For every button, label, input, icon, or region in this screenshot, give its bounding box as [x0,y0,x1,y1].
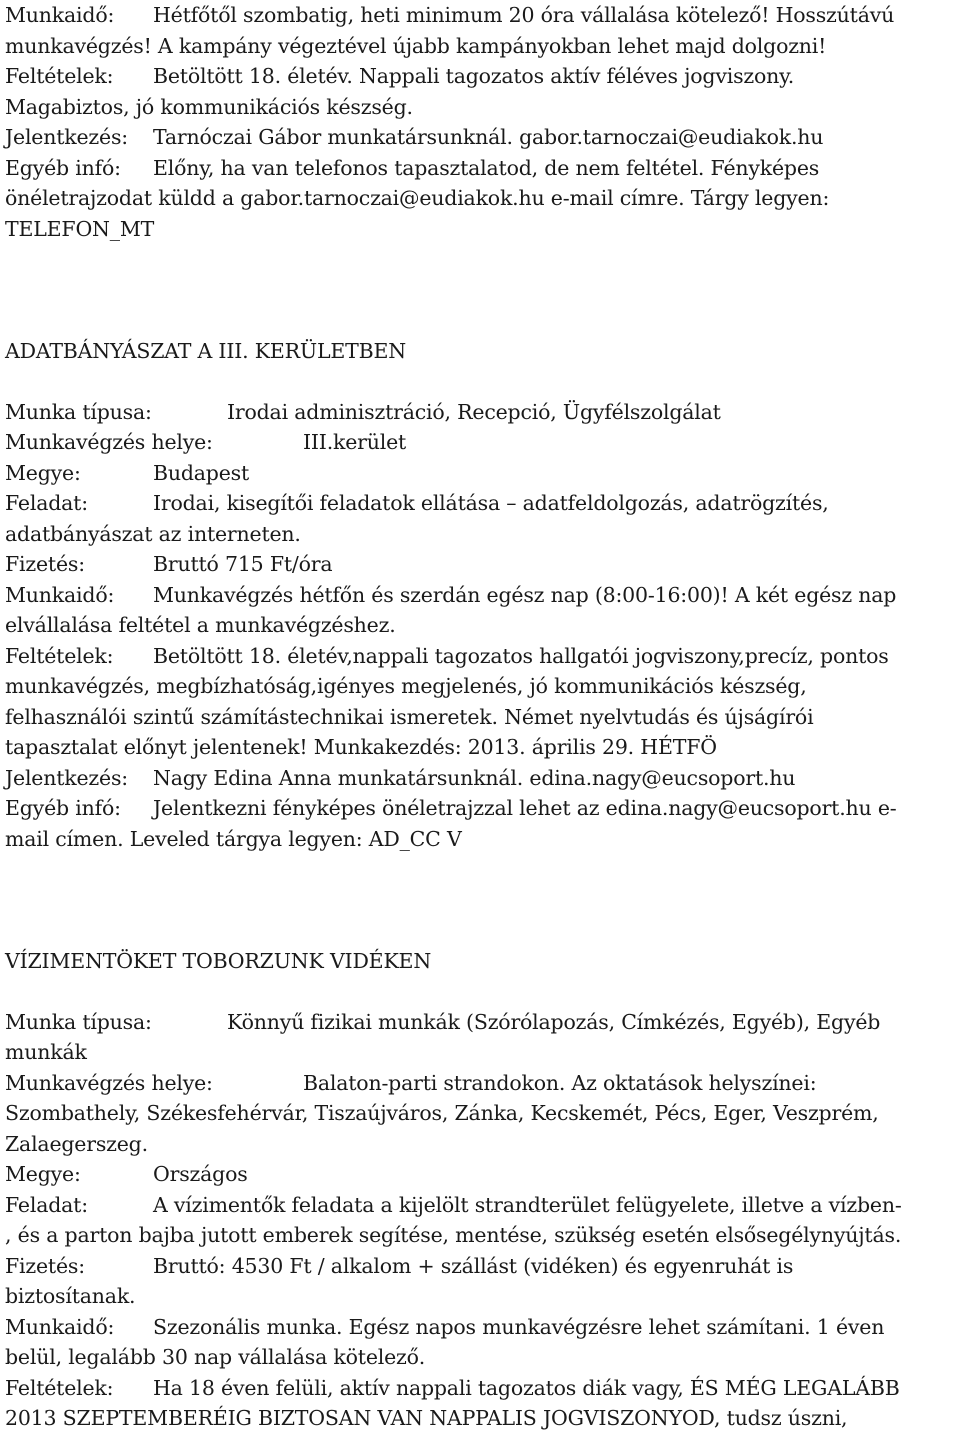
feltetelek-row [5,61,953,92]
munka-tipusa-value: Könnyű fizikai munkák (Szórólapozás, Címkézés, Egyéb), Egyéb [227,1009,881,1034]
egyeb-continuation-1: önéletrajzodat küldd a gabor.tarnoczai@eudiakok.hu e-mail címre. Tárgy legyen: [5,186,830,210]
munkaido-row [5,1312,953,1343]
munkaido-continuation: munkavégzés! A kampány végeztével újabb kampányokban lehet majd dolgozni! [5,33,827,58]
jelentkezes-label: Jelentkezés: [5,125,128,149]
feltetelek-row [5,1373,953,1404]
egyeb-label: Egyéb infó: [5,796,121,820]
egyeb-row [5,793,953,824]
helye-continuation-2: Zalaegerszeg. [5,1131,148,1156]
munkaido-value: Szezonális munka. Egész napos munkavégzésre lehet számítani. 1 éven [153,1314,885,1339]
helye-label: Munkavégzés helye: [5,1070,213,1095]
feladat-value: Irodai, kisegítői feladatok ellátása – adatfeldolgozás, adatrögzítés, [153,491,829,515]
helye-label: Munkavégzés helye: [5,430,213,454]
jelentkezes-value: Tarnóczai Gábor munkatársunknál. gabor.tarnoczai@eudiakok.hu [153,125,824,149]
feltetelek-row [5,641,953,672]
feltetelek-value: Betöltött 18. életév,nappali tagozatos hallgatói jogviszony,precíz, pontos [153,643,889,668]
fizetes-row [5,549,953,580]
fizetes-value: Bruttó 715 Ft/óra [153,552,333,576]
feladat-value: A vízimentők feladata a kijelölt strandterület felügyelete, illetve a vízben- [153,1192,902,1217]
jelentkezes-row [5,763,953,794]
munka-tipusa-row [5,1007,953,1038]
munkaido-row [5,580,953,611]
megye-value: Országos [153,1162,248,1186]
egyeb-continuation: mail címen. Leveled tárgya legyen: AD_CC V [5,826,462,851]
helye-row [5,1068,953,1099]
section-title: ADATBÁNYÁSZAT A III. KERÜLETBEN [5,338,406,363]
feladat-label: Feladat: [5,491,88,515]
fizetes-continuation: biztosítanak. [5,1284,136,1308]
feltetelek-value: Betöltött 18. életév. Nappali tagozatos aktív féléves jogviszony. [153,64,795,88]
munkaido-label: Munkaidő: [5,582,115,607]
munkaido-continuation: belül, legalább 30 nap vállalása kötelező. [5,1345,426,1369]
feltetelek-value: Ha 18 éven felüli, aktív nappali tagozatos diák vagy, ÉS MÉG LEGALÁBB [153,1375,900,1400]
munkaido-value: Hétfőtől szombatig, heti minimum 20 óra vállalása kötelező! Hosszútávú [153,3,895,27]
munka-tipusa-value: Irodai adminisztráció, Recepció, Ügyfélszolgálat [227,399,721,424]
egyeb-row [5,153,953,184]
munkaido-label: Munkaidő: [5,1314,115,1339]
egyeb-value: Jelentkezni fényképes önéletrajzzal lehet az edina.nagy@eucsoport.hu e- [153,796,897,820]
egyeb-continuation-2: TELEFON_MT [5,216,155,241]
feltetelek-label: Feltételek: [5,1375,114,1400]
helye-value: Balaton-parti strandokon. Az oktatások helyszínei: [303,1070,817,1095]
helye-row [5,427,953,458]
feladat-continuation: , és a parton bajba jutott emberek segítése, mentése, szükség esetén elsősegélynyújtás. [5,1223,902,1247]
feladat-row [5,1190,953,1221]
helye-value: III.kerület [303,430,407,454]
feladat-continuation: adatbányászat az interneten. [5,521,301,546]
jelentkezes-label: Jelentkezés: [5,765,128,790]
feltetelek-continuation-3: tapasztalat előnyt jelentenek! Munkakezdés: 2013. április 29. HÉTFÖ [5,735,717,759]
munkaido-continuation: elvállalása feltétel a munkavégzéshez. [5,613,396,637]
feltetelek-continuation-2: felhasználói szintű számítástechnikai ismeretek. Német nyelvtudás és újságírói [5,704,814,729]
fizetes-row [5,1251,953,1282]
jelentkezes-value: Nagy Edina Anna munkatársunknál. edina.nagy@eucsoport.hu [153,765,796,790]
megye-row [5,458,953,489]
job-listing-telefon [5,0,953,244]
munkaido-value: Munkavégzés hétfőn és szerdán egész nap (8:00-16:00)! A két egész nap [153,582,897,607]
munka-tipusa-label: Munka típusa: [5,399,152,424]
job-listing-vizimento [5,946,953,1434]
document-page [5,0,953,1434]
job-listing-adatbanyaszat [5,336,953,855]
megye-label: Megye: [5,1162,81,1186]
feltetelek-label: Feltételek: [5,643,114,668]
fizetes-label: Fizetés: [5,1253,85,1278]
munka-tipusa-row [5,397,953,428]
feltetelek-continuation-1: munkavégzés, megbízhatóság,igényes megjelenés, jó kommunikációs készség, [5,674,807,698]
munkaido-label: Munkaidő: [5,3,115,27]
egyeb-label: Egyéb infó: [5,155,121,180]
feladat-label: Feladat: [5,1192,88,1217]
feltetelek-label: Feltételek: [5,64,114,88]
fizetes-label: Fizetés: [5,552,85,576]
megye-label: Megye: [5,460,81,485]
megye-row [5,1159,953,1190]
fizetes-value: Bruttó: 4530 Ft / alkalom + szállást (vidéken) és egyenruhát is [153,1253,794,1278]
feladat-row [5,488,953,519]
munka-tipusa-label: Munka típusa: [5,1009,152,1034]
munka-tipusa-continuation: munkák [5,1040,87,1064]
feltetelek-continuation: Magabiztos, jó kommunikációs készség. [5,94,413,119]
helye-continuation-1: Szombathely, Székesfehérvár, Tiszaújváros, Zánka, Kecskemét, Pécs, Eger, Veszprém, [5,1101,879,1125]
feltetelek-continuation: 2013 SZEPTEMBERÉIG BIZTOSAN VAN NAPPALIS JOGVISZONYOD, tudsz úszni, [5,1406,848,1430]
egyeb-value: Előny, ha van telefonos tapasztalatod, de nem feltétel. Fényképes [153,155,820,180]
section-title: VÍZIMENTÖKET TOBORZUNK VIDÉKEN [5,948,432,973]
megye-value: Budapest [153,460,250,485]
munkaido-row [5,0,953,31]
jelentkezes-row [5,122,953,153]
